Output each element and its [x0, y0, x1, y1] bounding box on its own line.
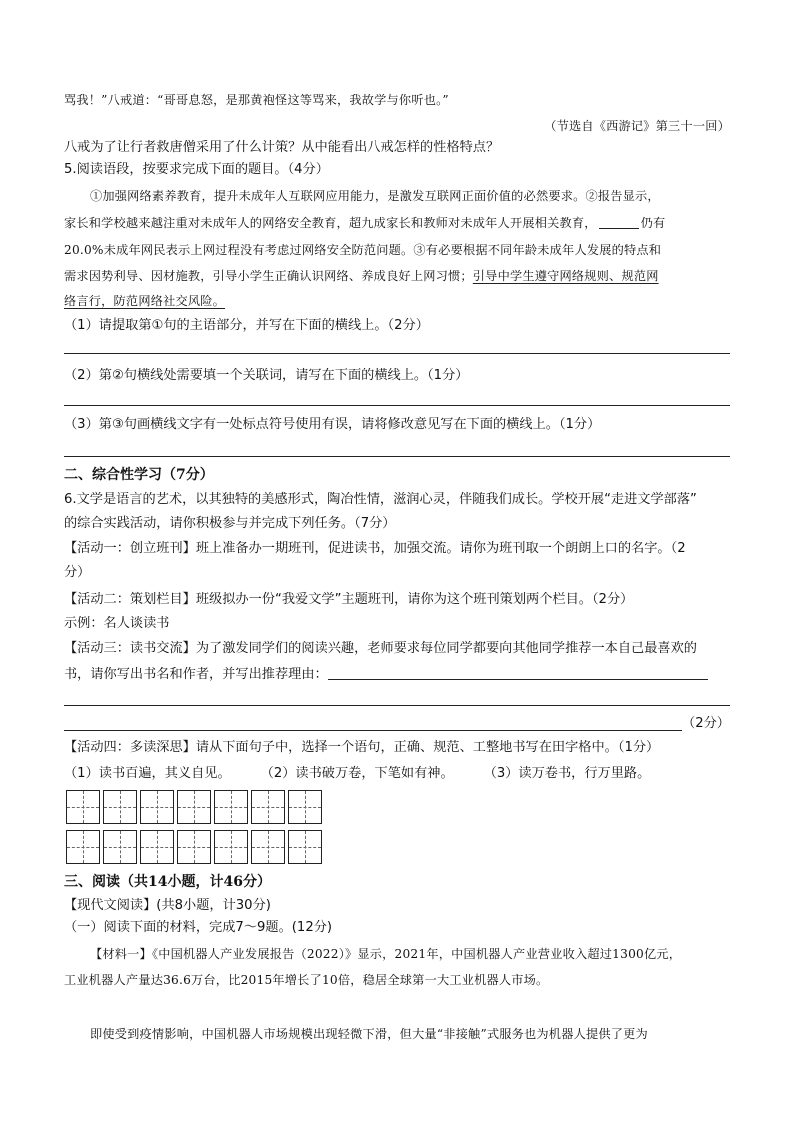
- recommend-answer-line[interactable]: [328, 665, 708, 680]
- tianzige-row-1: [66, 790, 325, 824]
- tianzige-cell[interactable]: [177, 830, 211, 864]
- q5-underlined-text-end: 络言行，防范网络社交风险。: [64, 294, 226, 308]
- q5-para-line4: [64, 266, 730, 286]
- activity2-example: 示例：名人谈读书: [64, 616, 170, 631]
- activity2: 【活动二：策划栏目】班级拟办一份“我爱文学”主题班刊，请你为这个班刊策划两个栏目。（2分）: [64, 592, 634, 607]
- q5-para-line2: [64, 213, 730, 233]
- activity3-prompt: 书，请你写出书名和作者，并写出推荐理由：: [64, 667, 328, 682]
- q5-para-line4-text: 需求因势利导、因材施教，引导小学生正确认识网络、养成良好上网习惯；: [64, 269, 473, 283]
- material1-line1: 【材料一】《中国机器人产业发展报告（2022）》显示，2021年，中国机器人产业营业收入超过1300亿元，: [90, 947, 682, 961]
- section2-heading: 二、综合性学习（7分）: [64, 467, 214, 483]
- tianzige-cell[interactable]: [251, 790, 285, 824]
- activity3-score: （2分）: [682, 716, 730, 731]
- section3-heading: 三、阅读（共14小题，计46分）: [64, 874, 271, 890]
- tianzige-cell[interactable]: [103, 830, 137, 864]
- tianzige-cell[interactable]: [288, 830, 322, 864]
- q5-para-line1: ①加强网络素养教育，提升未成年人互联网应用能力，是激发互联网正面价值的必然要求。②报告显示，: [90, 189, 660, 203]
- source-citation: （节选自《西游记》第三十一回）: [544, 119, 730, 133]
- section3-part1: （一）阅读下面的材料，完成7～9题。(12分): [64, 920, 333, 935]
- q5-title: 5.阅读语段，按要求完成下面的题目。（4分）: [64, 162, 329, 177]
- option-3: （3）读万卷书，行万里路。: [483, 766, 651, 781]
- material1-line3: 即使受到疫情影响，中国机器人市场规模出现轻微下滑，但大量“非接触”式服务也为机器人提供了更为: [90, 1027, 648, 1041]
- quote-line: 骂我！”八戒道：“哥哥息怒，是那黄袍怪这等骂来，我故学与你听也。”: [64, 93, 449, 107]
- activity4: 【活动四：多读深思】请从下面句子中，选择一个语句，正确、规范、工整地书写在田字格中。（1分）: [64, 740, 660, 755]
- q5-sub1: （1）请提取第①句的主语部分，并写在下面的横线上。（2分）: [64, 318, 429, 333]
- tianzige-cell[interactable]: [251, 830, 285, 864]
- q6-line2: 的综合实践活动，请你积极参与并完成下列任务。（7分）: [64, 516, 396, 531]
- q4-question: 八戒为了让行者救唐僧采用了什么计策？从中能看出八戒怎样的性格特点？: [64, 140, 500, 155]
- q5-para-line2-text: 家长和学校越来越注重对未成年人的网络安全教育，超九成家长和教师对未成年人开展相关教育，: [64, 216, 597, 230]
- tianzige-cell[interactable]: [177, 790, 211, 824]
- tianzige-cell[interactable]: [103, 790, 137, 824]
- activity1-line1: 【活动一：创立班刊】班上准备办一期班刊，促进读书，加强交流。请你为班刊取一个朗朗上口的名字。（2: [64, 541, 686, 556]
- q5-para-line5: [64, 291, 730, 311]
- answer-line[interactable]: [64, 353, 730, 354]
- tianzige-cell[interactable]: [214, 790, 248, 824]
- section3-subheading: 【现代文阅读】(共8小题，计30分): [64, 898, 271, 913]
- q5-sub2: （2）第②句横线处需要填一个关联词，请写在下面的横线上。（1分）: [64, 368, 469, 383]
- tianzige-cell[interactable]: [66, 830, 100, 864]
- activity1-line2: 分）: [64, 565, 91, 580]
- tianzige-cell[interactable]: [214, 830, 248, 864]
- option-2: （2）读书破万卷，下笔如有神。: [260, 766, 454, 781]
- material1-line2: 工业机器人产量达36.6万台，比2015年增长了10倍，稳居全球第一大工业机器人市场。: [64, 973, 549, 987]
- activity4-options: [64, 764, 730, 784]
- tianzige-cell[interactable]: [288, 790, 322, 824]
- tianzige-cell[interactable]: [140, 830, 174, 864]
- tianzige-cell[interactable]: [140, 790, 174, 824]
- q5-para-line2-end: 仍有: [640, 216, 666, 230]
- q5-sub3: （3）第③句画横线文字有一处标点符号使用有误，请将修改意见写在下面的横线上。（1分）: [64, 417, 601, 432]
- activity3-line1: 【活动三：读书交流】为了激发同学们的阅读兴趣，老师要求每位同学都要向其他同学推荐一本自己最喜欢的: [64, 641, 697, 656]
- answer-line[interactable]: [64, 456, 730, 457]
- q6-line1: 6.文学是语言的艺术，以其独特的美感形式，陶冶性情，滋润心灵，伴随我们成长。学校开展“走进文学部落”: [64, 492, 697, 507]
- tianzige-row-2: [66, 830, 325, 864]
- tianzige-cell[interactable]: [66, 790, 100, 824]
- q5-para-line3: 20.0%未成年网民表示上网过程没有考虑过网络安全防范问题。③有必要根据不同年龄未成年人发展的特点和: [64, 243, 662, 257]
- option-1: （1）读书百遍，其义自见。: [64, 766, 231, 781]
- q5-underlined-text: 引导中学生遵守网络规则、规范网: [472, 269, 659, 283]
- answer-line[interactable]: [64, 405, 730, 406]
- q5-fill-blank[interactable]: [599, 214, 639, 229]
- activity3-line2: [64, 665, 730, 685]
- answer-line[interactable]: [64, 705, 730, 706]
